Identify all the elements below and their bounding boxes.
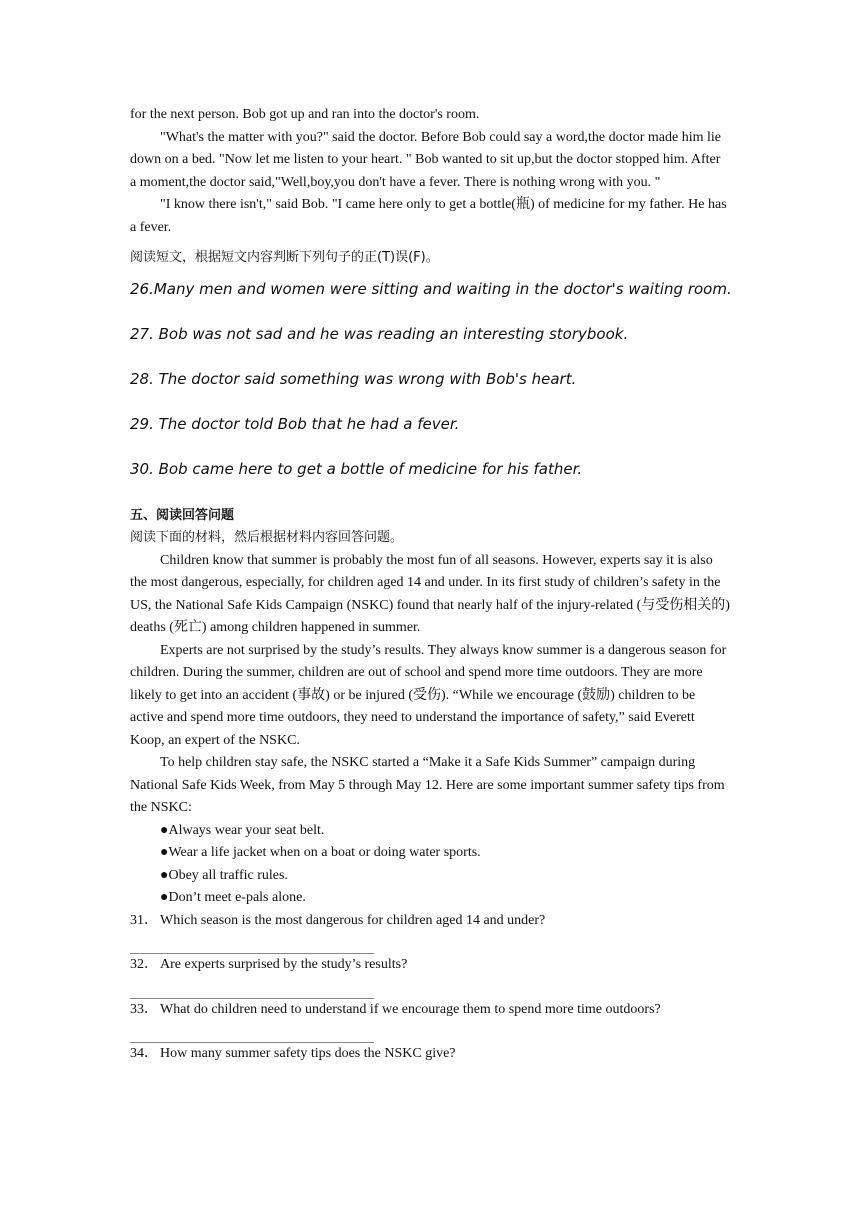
reading-paragraph: To help children stay safe, the NSKC started a “Make it a Safe Kids Summer” campaign during National Safe Kids Week, from May 5 through May 12. Here are some important summer safety tips from the NSKC: (130, 755, 725, 815)
tf-item-number: 26. (130, 279, 154, 298)
tf-item (130, 323, 730, 368)
question-text: How many summer safety tips does the NSKC give? (160, 1046, 456, 1061)
tf-item-text: Bob was not sad and he was reading an interesting storybook. (158, 324, 629, 343)
safety-tip: ●Obey all traffic rules. (160, 867, 288, 883)
reading-paragraph: Experts are not surprised by the study’s results. They always know summer is a dangerous season for children. During the summer, children are out of school and spend more time outdoors. They are more likely to get into an accident (事故) or be injured (受伤). “While we encourage (鼓励) children to be active and spend more time outdoors, they need to understand the importance of safety,” said Everett Koop, an expert of the NSKC. (130, 642, 727, 748)
tf-instruction: 阅读短文，根据短文内容判断下列句子的正(T)误(F)。 (130, 250, 439, 265)
tf-list (130, 278, 730, 503)
tf-item-number: 29. (130, 414, 154, 433)
passage-paragraph: "I know there isn't," said Bob. "I came here only to get a bottle(瓶) of medicine for my father. He has a fever. (130, 197, 727, 235)
question-text: Are experts surprised by the study’s results? (160, 957, 408, 972)
question-number: 31． (130, 912, 158, 928)
question (130, 910, 730, 933)
tf-item-text: Bob came here to get a bottle of medicine for his father. (158, 459, 583, 478)
tf-item-number: 28. (130, 369, 154, 388)
document-page (130, 104, 730, 1066)
tf-item (130, 413, 730, 458)
question-text: What do children need to understand if we encourage them to spend more time outdoors? (160, 1001, 661, 1017)
safety-tip: ●Wear a life jacket when on a boat or doing water sports. (160, 845, 481, 860)
passage-paragraph: "What's the matter with you?" said the doctor. Before Bob could say a word,the doctor made him lie down on a bed. "Now let me listen to your heart. " Bob wanted to sit up,but the doctor stopped him. After a moment,the doctor said,"Well,boy,you don't have a fever. There is nothing wrong with you. " (130, 129, 721, 190)
question (130, 1043, 730, 1066)
passage-line: for the next person. Bob got up and ran into the doctor's room. (130, 107, 480, 122)
tf-item-text: Many men and women were sitting and waiting in the doctor's waiting room. (153, 279, 732, 298)
answer-line[interactable] (130, 977, 374, 999)
question-text: Which season is the most dangerous for children aged 14 and under? (160, 912, 546, 928)
tf-item (130, 278, 730, 323)
question (130, 954, 730, 977)
tf-item-number: 27. (130, 324, 154, 343)
safety-tip: ●Don’t meet e-pals alone. (160, 890, 306, 905)
question-number: 33． (130, 1001, 158, 1017)
section-instruction: 阅读下面的材料，然后根据材料内容回答问题。 (130, 530, 404, 545)
question-number: 34． (130, 1046, 158, 1061)
answer-line[interactable] (130, 1021, 374, 1043)
section-title: 五、阅读回答问题 (130, 507, 235, 523)
reading-paragraph: Children know that summer is probably the most fun of all seasons. However, experts say it is also the most dangerous, especially, for children aged 14 and under. In its first study of children’s safety in the US, the National Safe Kids Campaign (NSKC) found that nearly half of the injury-related (与受伤相关的) deaths (死亡) among children happened in summer. (130, 552, 730, 635)
tf-item-text: The doctor said something was wrong with Bob's heart. (158, 369, 577, 388)
tf-item (130, 458, 730, 503)
tf-item-number: 30. (130, 459, 154, 478)
tf-item-text: The doctor told Bob that he had a fever. (158, 414, 460, 433)
answer-line[interactable] (130, 932, 374, 954)
question-number: 32． (130, 957, 158, 972)
tf-item (130, 368, 730, 413)
safety-tip: ●Always wear your seat belt. (160, 822, 325, 838)
question (130, 999, 730, 1022)
